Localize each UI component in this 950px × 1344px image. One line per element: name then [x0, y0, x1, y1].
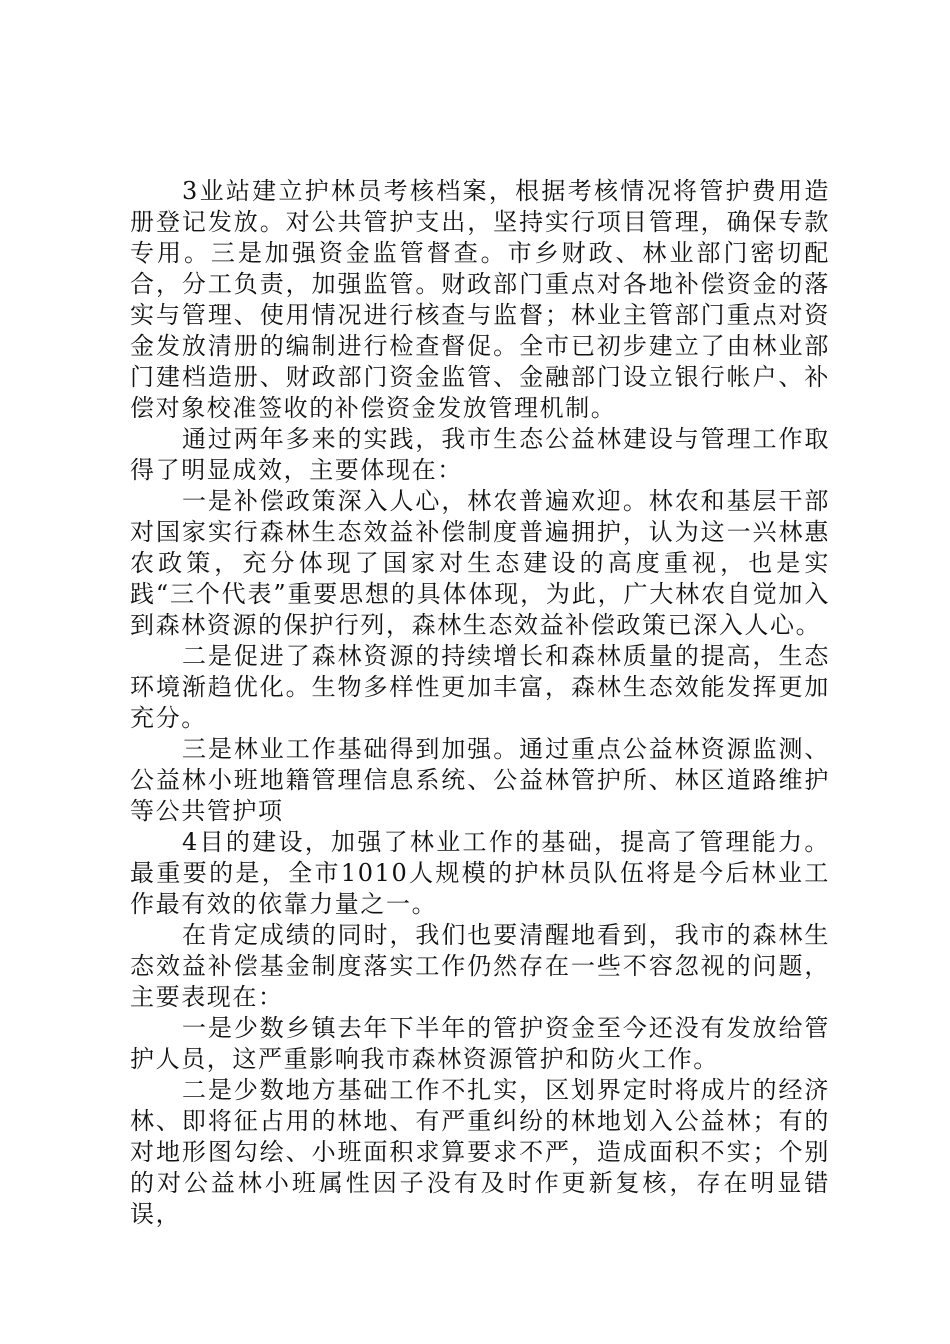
paragraph: 3业站建立护林员考核档案，根据考核情况将管护费用造册登记发放。对公共管护支出，坚持实行项目管理，确保专款专用。三是加强资金监管督查。市乡财政、林业部门密切配合，分工负责，加强监管。财政部门重点对各地补偿资金的落实与管理、使用情况进行核查与监督；林业主管部门重点对资金发放清册的编制进行检查督促。全市已初步建立了由林业部门建档造册、财政部门资金监管、金融部门设立银行帐户、补偿对象校准签收的补偿资金发放管理机制。: [130, 177, 830, 422]
paragraph: 通过两年多来的实践，我市生态公益林建设与管理工作取得了明显成效，主要体现在：: [130, 425, 830, 484]
document-body: [130, 176, 830, 1230]
paragraph: 三是林业工作基础得到加强。通过重点公益林资源监测、公益林小班地籍管理信息系统、公益林管护所、林区道路维护等公共管护项: [130, 735, 830, 825]
paragraph: 一是少数乡镇去年下半年的管护资金至今还没有发放给管护人员，这严重影响我市森林资源管护和防火工作。: [130, 1014, 830, 1073]
paragraph: 二是促进了森林资源的持续增长和森林质量的提高，生态环境渐趋优化。生物多样性更加丰富，森林生态效能发挥更加充分。: [130, 642, 830, 732]
paragraph: 在肯定成绩的同时，我们也要清醒地看到，我市的森林生态效益补偿基金制度落实工作仍然存在一些不容忽视的问题，主要表现在：: [130, 921, 830, 1011]
paragraph: 一是补偿政策深入人心，林农普遍欢迎。林农和基层干部对国家实行森林生态效益补偿制度普遍拥护，认为这一兴林惠农政策，充分体现了国家对生态建设的高度重视，也是实践“三个代表”重要思想的具体体现，为此，广大林农自觉加入到森林资源的保护行列，森林生态效益补偿政策已深入人心。: [130, 487, 830, 639]
paragraph: 4目的建设，加强了林业工作的基础，提高了管理能力。最重要的是，全市1010人规模的护林员队伍将是今后林业工作最有效的依靠力量之一。: [130, 828, 830, 918]
paragraph: 二是少数地方基础工作不扎实，区划界定时将成片的经济林、即将征占用的林地、有严重纠纷的林地划入公益林；有的对地形图勾绘、小班面积求算要求不严，造成面积不实；个别的对公益林小班属性因子没有及时作更新复核，存在明显错误，: [130, 1076, 830, 1228]
